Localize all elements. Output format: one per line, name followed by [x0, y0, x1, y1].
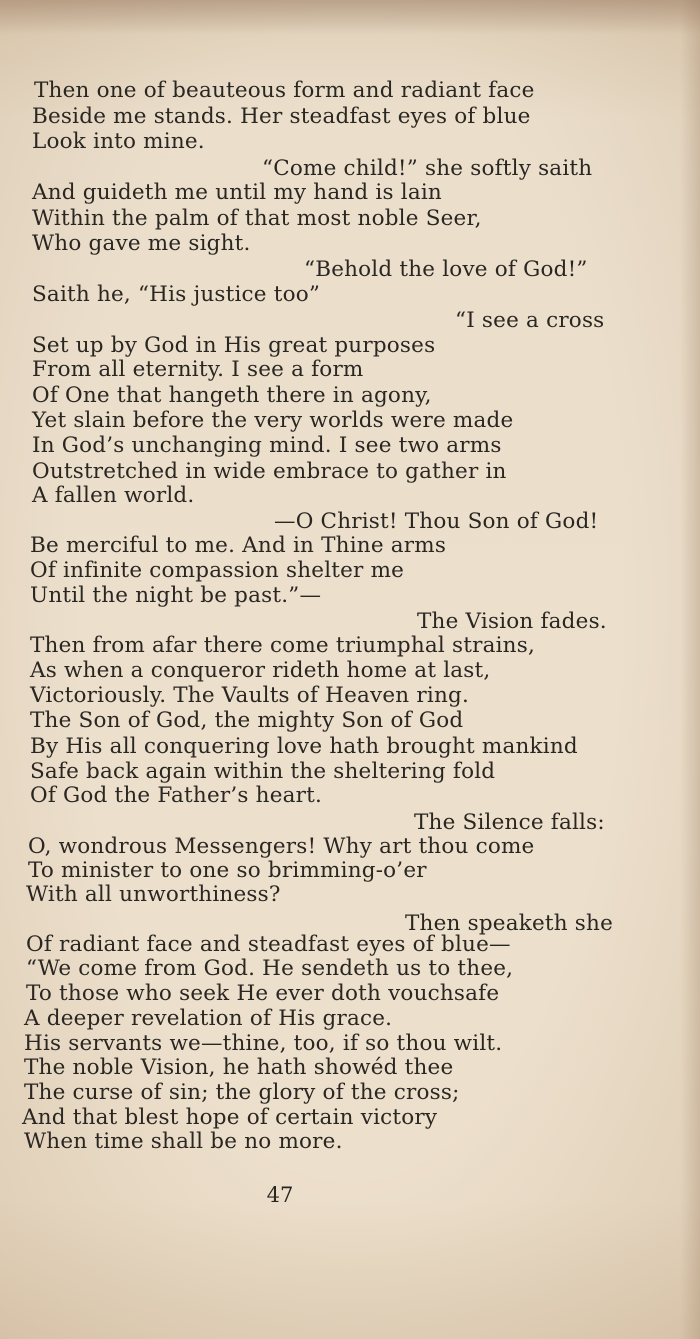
poem-line: As when a conqueror rideth home at last,: [30, 658, 491, 683]
poem-line: A fallen world.: [32, 483, 195, 508]
poem-line: “Come child!” she softly saith: [262, 156, 593, 181]
poem-line: Within the palm of that most noble Seer,: [32, 206, 482, 231]
poem-line: Then from afar there come triumphal strains,: [30, 633, 536, 658]
page-edge-shadow: [680, 0, 700, 1339]
poem-line: To minister to one so brimming-o’er: [28, 858, 427, 883]
poem-line: The Vision fades.: [417, 609, 607, 634]
poem-line: Safe back again within the sheltering fold: [30, 759, 496, 784]
poem-line: The curse of sin; the glory of the cross;: [24, 1080, 460, 1105]
poem-line: Of One that hangeth there in agony,: [32, 383, 432, 408]
poem-line: Beside me stands. Her steadfast eyes of blue: [32, 104, 531, 129]
poem-line: To those who seek He ever doth vouchsafe: [26, 981, 500, 1006]
poem-line: Victoriously. The Vaults of Heaven ring.: [30, 683, 469, 708]
poem-line: Of God the Father’s heart.: [30, 783, 322, 808]
poem-line: The Son of God, the mighty Son of God: [30, 708, 464, 733]
poem-line: And that blest hope of certain victory: [22, 1105, 438, 1130]
poem-line: The Silence falls:: [414, 810, 605, 835]
poem-line: Be merciful to me. And in Thine arms: [30, 533, 447, 558]
poem-line: When time shall be no more.: [24, 1129, 343, 1154]
page-number: 47: [266, 1183, 294, 1207]
poem-line: And guideth me until my hand is lain: [32, 180, 442, 205]
poem-line: “Behold the love of God!”: [304, 257, 588, 282]
poem-line: With all unworthiness?: [26, 882, 281, 907]
poem-line: Until the night be past.”—: [30, 583, 322, 608]
poem-line: A deeper revelation of His grace.: [24, 1006, 393, 1031]
poem-line: By His all conquering love hath brought mankind: [30, 734, 578, 759]
poem-line: Set up by God in His great purposes: [32, 333, 436, 358]
poem-line: O, wondrous Messengers! Why art thou come: [28, 834, 535, 859]
page-top-shadow: [0, 0, 700, 34]
poem-line: Then speaketh she: [405, 911, 614, 936]
poem-line: The noble Vision, he hath showéd thee: [24, 1055, 454, 1080]
poem-line: In God’s unchanging mind. I see two arms: [32, 433, 502, 458]
poem-line: Saith he, “His justice too”: [32, 282, 321, 307]
poem-line: Outstretched in wide embrace to gather in: [32, 459, 507, 484]
poem-line: Of infinite compassion shelter me: [30, 558, 405, 583]
poem-line: His servants we—thine, too, if so thou wilt.: [24, 1031, 503, 1056]
poem-line: Yet slain before the very worlds were made: [32, 408, 514, 433]
poem-line: —O Christ! Thou Son of God!: [274, 509, 599, 534]
poem-line: Then one of beauteous form and radiant face: [34, 78, 535, 103]
poem-line: Look into mine.: [32, 129, 205, 154]
poem-line: “We come from God. He sendeth us to thee,: [26, 956, 514, 981]
poem-line: “I see a cross: [455, 308, 605, 333]
poem-line: Of radiant face and steadfast eyes of blue—: [26, 932, 511, 957]
poem-line: Who gave me sight.: [32, 231, 251, 256]
poem-line: From all eternity. I see a form: [32, 357, 364, 382]
